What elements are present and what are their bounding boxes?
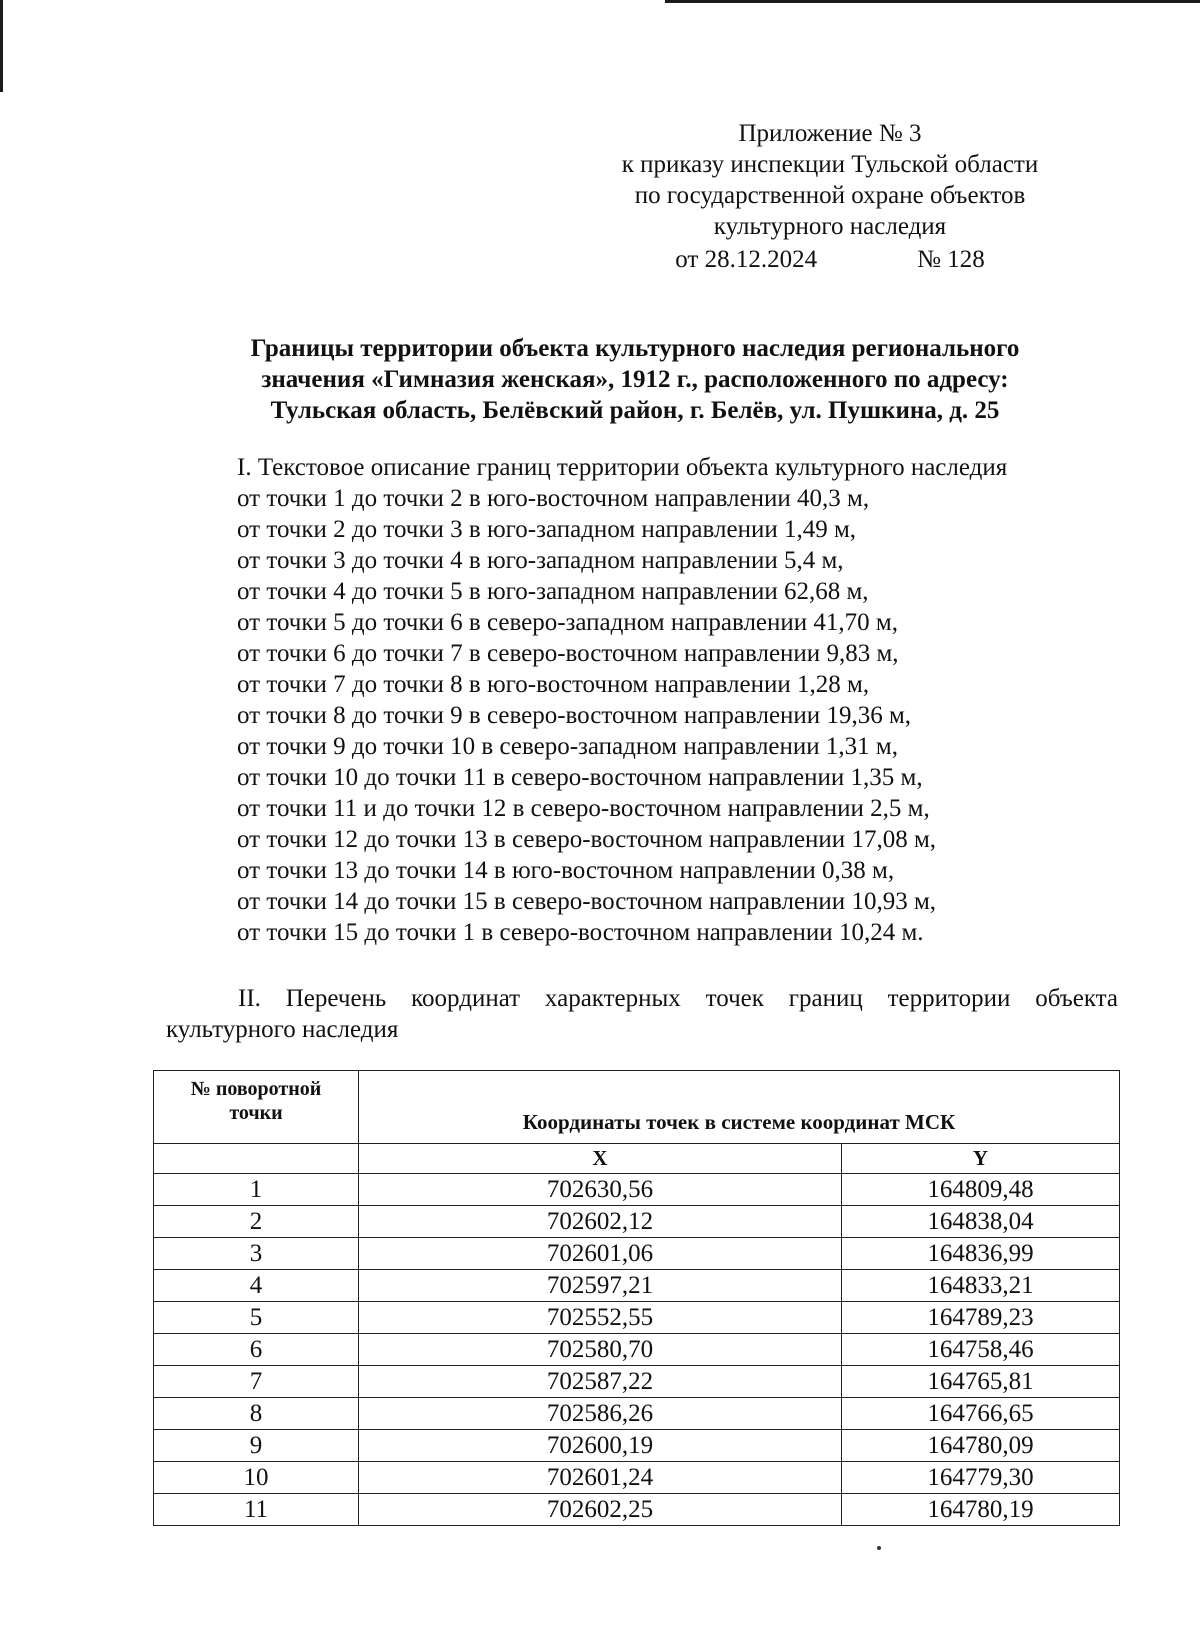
- coord-x: 702552,55: [359, 1302, 842, 1334]
- coord-x: 702602,25: [359, 1494, 842, 1526]
- point-number: 9: [154, 1430, 359, 1462]
- section1-heading: I. Текстовое описание границ территории объекта культурного наследия: [237, 454, 1008, 481]
- point-number: 2: [154, 1206, 359, 1238]
- boundary-line: от точки 6 до точки 7 в северо-восточном направлении 9,83 м,: [237, 640, 899, 667]
- coord-x: 702602,12: [359, 1206, 842, 1238]
- table-row: [154, 1334, 1120, 1366]
- coord-y: 164779,30: [842, 1462, 1120, 1494]
- coordinates-table: [153, 1070, 1120, 1526]
- table-row: [154, 1270, 1120, 1302]
- boundary-line: от точки 14 до точки 15 в северо-восточном направлении 10,93 м,: [237, 888, 937, 915]
- coord-x: 702586,26: [359, 1398, 842, 1430]
- coord-x: 702630,56: [359, 1174, 842, 1206]
- point-number: 4: [154, 1270, 359, 1302]
- header-x: X: [359, 1144, 842, 1174]
- coord-y: 164789,23: [842, 1302, 1120, 1334]
- coordinates-heading: [166, 983, 1118, 1045]
- table-row: [154, 1174, 1120, 1206]
- section2-heading-line1: II. Перечень координат характерных точек границ территории объекта: [238, 985, 1118, 1012]
- appendix-block: [560, 118, 1100, 275]
- boundary-line: от точки 11 и до точки 12 в северо-восточном направлении 2,5 м,: [237, 795, 930, 822]
- title-line: значения «Гимназия женская», 1912 г., расположенного по адресу:: [261, 366, 1009, 393]
- boundary-line: от точки 10 до точки 11 в северо-восточном направлении 1,35 м,: [237, 764, 923, 791]
- coord-x: 702600,19: [359, 1430, 842, 1462]
- point-number: 10: [154, 1462, 359, 1494]
- appendix-line: по государственной охране объектов: [634, 182, 1026, 209]
- boundary-description: [237, 452, 1137, 948]
- coord-y: 164780,09: [842, 1430, 1120, 1462]
- point-number: 6: [154, 1334, 359, 1366]
- boundary-line: от точки 12 до точки 13 в северо-восточном направлении 17,08 м,: [237, 826, 937, 853]
- appendix-number: № 128: [917, 246, 985, 273]
- boundary-line: от точки 7 до точки 8 в юго-восточном направлении 1,28 м,: [237, 671, 870, 698]
- coord-x: 702601,24: [359, 1462, 842, 1494]
- point-number: 7: [154, 1366, 359, 1398]
- table-row: [154, 1398, 1120, 1430]
- table-row: [154, 1206, 1120, 1238]
- table-row: [154, 1494, 1120, 1526]
- scan-edge-left: [0, 0, 3, 92]
- appendix-date-row: [560, 244, 1100, 275]
- header-y: Y: [842, 1144, 1120, 1174]
- boundary-line: от точки 2 до точки 3 в юго-западном направлении 1,49 м,: [237, 516, 857, 543]
- table-row: [154, 1366, 1120, 1398]
- coord-x: 702580,70: [359, 1334, 842, 1366]
- boundary-line: от точки 1 до точки 2 в юго-восточном направлении 40,3 м,: [237, 485, 870, 512]
- boundary-line: от точки 3 до точки 4 в юго-западном направлении 5,4 м,: [237, 547, 844, 574]
- boundary-line: от точки 5 до точки 6 в северо-западном направлении 41,70 м,: [237, 609, 898, 636]
- coord-y: 164765,81: [842, 1366, 1120, 1398]
- boundary-line: от точки 8 до точки 9 в северо-восточном направлении 19,36 м,: [237, 702, 912, 729]
- scan-edge-top: [665, 0, 1200, 3]
- coord-x: 702587,22: [359, 1366, 842, 1398]
- boundary-line: от точки 9 до точки 10 в северо-западном направлении 1,31 м,: [237, 733, 898, 760]
- title-line: Тульская область, Белёвский район, г. Белёв, ул. Пушкина, д. 25: [270, 397, 1000, 424]
- header-point-number-line1: № поворотной: [190, 1078, 322, 1100]
- header-point-number: [154, 1071, 359, 1144]
- point-number: 1: [154, 1174, 359, 1206]
- appendix-line: к приказу инспекции Тульской области: [621, 151, 1039, 178]
- boundary-line: от точки 15 до точки 1 в северо-восточном направлении 10,24 м.: [237, 919, 924, 946]
- coord-y: 164836,99: [842, 1238, 1120, 1270]
- document-title: [140, 333, 1130, 426]
- coord-y: 164766,65: [842, 1398, 1120, 1430]
- header-empty: [154, 1144, 359, 1174]
- table-row: [154, 1430, 1120, 1462]
- point-number: 8: [154, 1398, 359, 1430]
- coord-y: 164833,21: [842, 1270, 1120, 1302]
- boundary-line: от точки 4 до точки 5 в юго-западном направлении 62,68 м,: [237, 578, 869, 605]
- coord-y: 164780,19: [842, 1494, 1120, 1526]
- table-row: [154, 1302, 1120, 1334]
- header-point-number-line2: точки: [229, 1102, 283, 1124]
- coord-y: 164809,48: [842, 1174, 1120, 1206]
- appendix-line: культурного наследия: [713, 213, 947, 240]
- title-line: Границы территории объекта культурного наследия регионального: [250, 335, 1020, 362]
- point-number: 3: [154, 1238, 359, 1270]
- header-coordinates-title: Координаты точек в системе координат МСК: [359, 1071, 1120, 1144]
- table-row: [154, 1238, 1120, 1270]
- coord-x: 702597,21: [359, 1270, 842, 1302]
- boundary-line: от точки 13 до точки 14 в юго-восточном направлении 0,38 м,: [237, 857, 895, 884]
- appendix-date: от 28.12.2024: [675, 246, 818, 273]
- point-number: 11: [154, 1494, 359, 1526]
- appendix-line: Приложение № 3: [738, 120, 922, 147]
- coord-x: 702601,06: [359, 1238, 842, 1270]
- coord-y: 164838,04: [842, 1206, 1120, 1238]
- table-row: [154, 1462, 1120, 1494]
- coord-y: 164758,46: [842, 1334, 1120, 1366]
- scan-dot: [877, 1546, 881, 1550]
- section2-heading-line2: культурного наследия: [166, 1016, 399, 1043]
- point-number: 5: [154, 1302, 359, 1334]
